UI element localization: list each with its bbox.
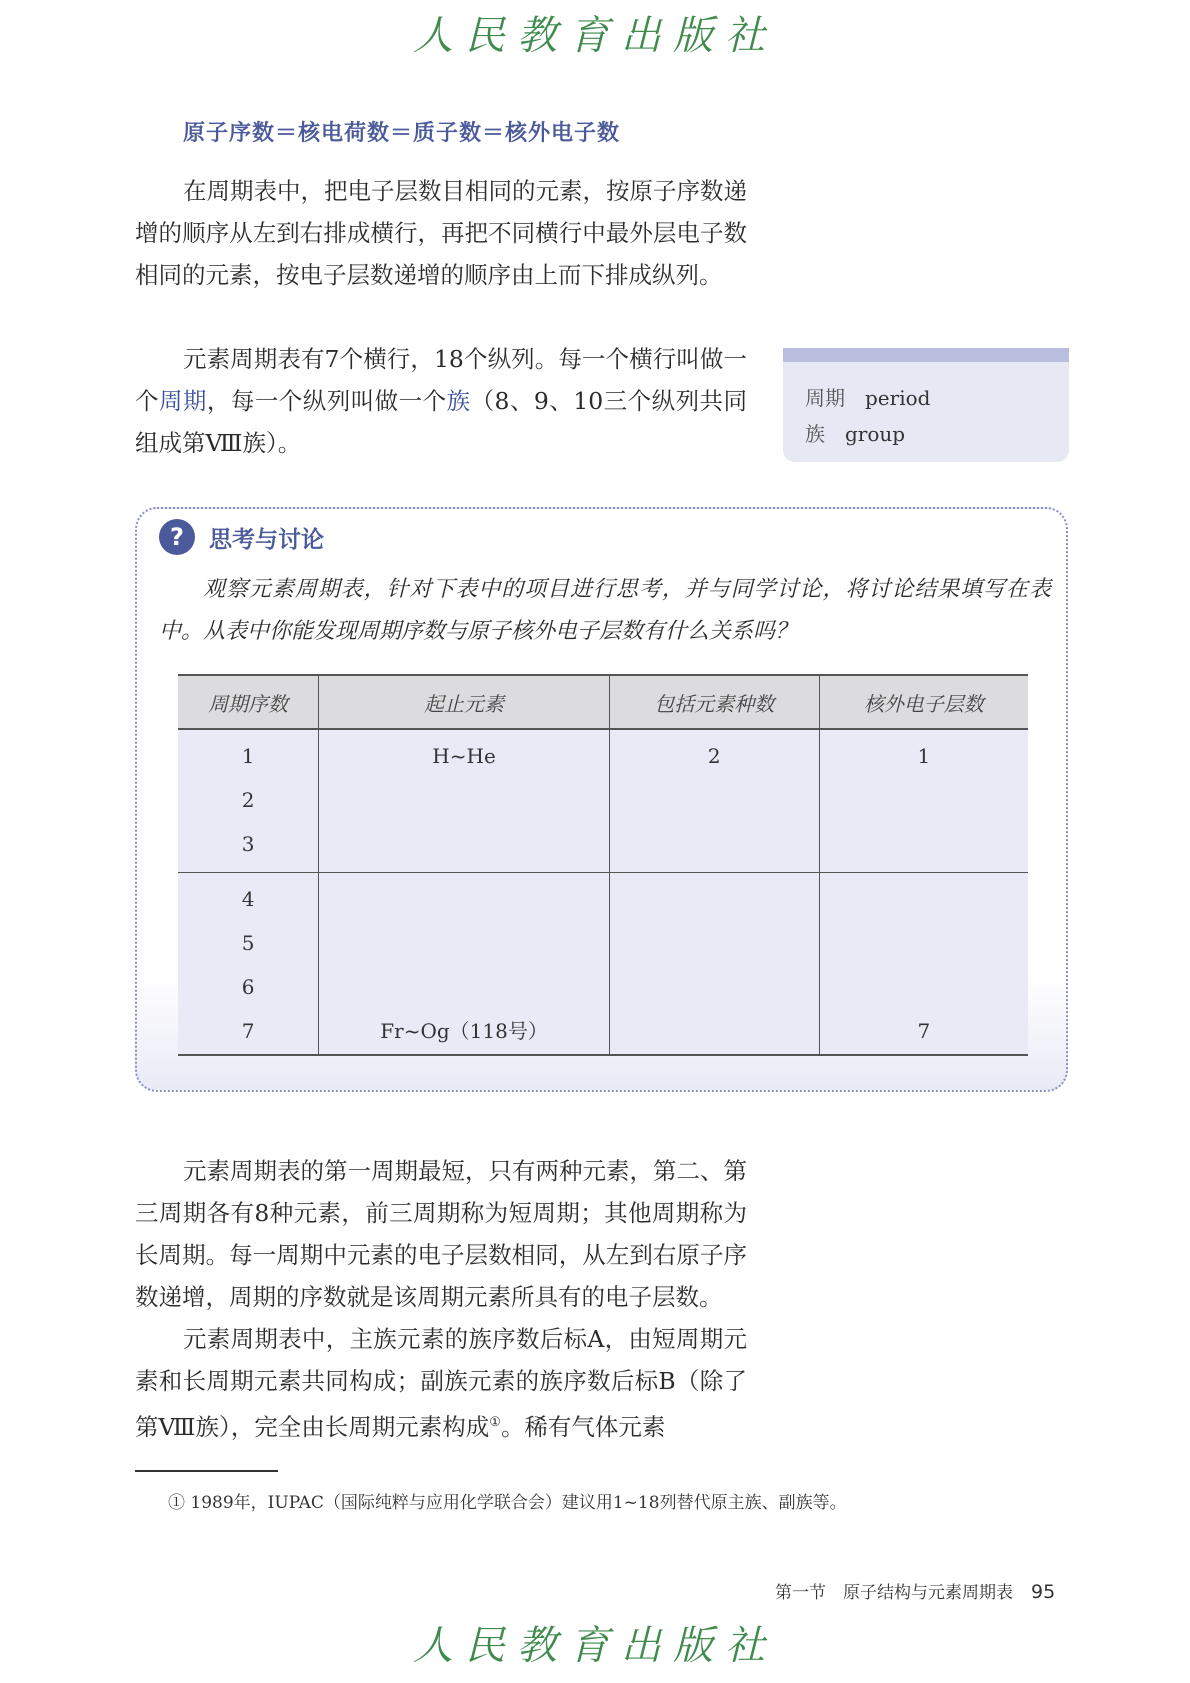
count-period-5 <box>611 921 818 965</box>
layers-period-4 <box>821 877 1027 921</box>
footnote-divider <box>135 1470 278 1472</box>
term-zh: 周期 <box>805 386 845 410</box>
period-3: 3 <box>241 832 255 856</box>
footnote-ref[interactable]: ① <box>489 1415 501 1430</box>
term-en: period <box>865 386 931 410</box>
publisher-logo-bottom: 人民教育出版社 <box>413 1623 777 1669</box>
paragraph-2 <box>135 338 747 464</box>
header-electron-layers: 核外电子层数 <box>819 675 1028 729</box>
paragraph-1-text: 在周期表中，把电子层数目相同的元素，按原子序数递增的顺序从左到右排成横行，再把不同横行中最外层电子数相同的元素，按电子层数递增的顺序由上而下排成纵列。 <box>135 177 747 289</box>
glossary-term-period <box>805 382 930 411</box>
para2-c: （8、9、10三个纵列共同组成第Ⅷ族）。 <box>135 387 748 457</box>
paragraph-1 <box>135 170 747 296</box>
discussion-box <box>135 507 1068 1092</box>
cell-counts <box>609 729 819 873</box>
count-period-2 <box>611 778 818 822</box>
keyword-period: 周期 <box>158 387 207 415</box>
footer-section: 第一节 原子结构与元素周期表 <box>775 1583 1013 1603</box>
paragraph-3 <box>135 1150 747 1318</box>
term-zh: 族 <box>805 422 825 446</box>
sidebar-top-bar <box>783 348 1069 362</box>
period-5: 5 <box>241 931 255 955</box>
elements-period-7: Fr~Og（118号） <box>380 1019 548 1043</box>
layers-period-2 <box>821 778 1027 822</box>
page-number: 95 <box>1031 1581 1056 1603</box>
cell-layers <box>819 729 1028 873</box>
discussion-prompt <box>159 569 1051 653</box>
paragraph-4 <box>135 1318 747 1448</box>
count-period-6 <box>611 965 818 1009</box>
page-footer <box>775 1578 1055 1603</box>
keyword-group: 族 <box>446 387 471 415</box>
table-row <box>178 729 1028 873</box>
elements-period-6 <box>320 965 608 1009</box>
period-6: 6 <box>241 975 255 999</box>
period-1: 1 <box>241 744 255 768</box>
period-7: 7 <box>241 1019 255 1043</box>
layers-period-6 <box>821 965 1027 1009</box>
prompt-text: 观察元素周期表，针对下表中的项目进行思考，并与同学讨论，将讨论结果填写在表中。从表中你能发现周期序数与原子核外电子层数有什么关系吗？ <box>159 577 1051 644</box>
para4-a: 元素周期表中，主族元素的族序数后标A，由短周期元素和长周期元素共同构成；副族元素的族序数后标B（除了第Ⅷ族），完全由长周期元素构成 <box>135 1325 747 1441</box>
count-period-4 <box>611 877 818 921</box>
layers-period-1: 1 <box>917 744 931 768</box>
period-table <box>178 674 1028 1056</box>
cell-periods <box>178 873 319 1056</box>
para2-a: 元素周期表有7个横行，18个纵列。每一个横行叫做一个 <box>135 345 747 415</box>
count-period-3 <box>611 822 818 866</box>
term-en: group <box>845 422 906 446</box>
paragraph-3-text: 元素周期表的第一周期最短，只有两种元素，第二、第三周期各有8种元素，前三周期称为短周期；其他周期称为长周期。每一周期中元素的电子层数相同，从左到右原子序数递增，周期的序数就是该周期元素所具有的电子层数。 <box>135 1157 747 1311</box>
para2-b: ，每一个纵列叫做一个 <box>206 387 447 415</box>
elements-period-3 <box>320 822 608 866</box>
layers-period-5 <box>821 921 1027 965</box>
cell-elements <box>319 873 610 1056</box>
header-element-count: 包括元素种数 <box>609 675 819 729</box>
count-period-7 <box>611 1009 818 1053</box>
period-4: 4 <box>241 887 255 911</box>
discussion-title: 思考与讨论 <box>209 527 324 553</box>
header-start-end-elements: 起止元素 <box>319 675 610 729</box>
glossary-term-group <box>805 418 905 447</box>
cell-counts <box>609 873 819 1056</box>
question-icon: ? <box>159 519 195 555</box>
elements-period-5 <box>320 921 608 965</box>
cell-layers <box>819 873 1028 1056</box>
period-2: 2 <box>241 788 255 812</box>
cell-periods <box>178 729 319 873</box>
layers-period-3 <box>821 822 1027 866</box>
glossary-sidebar <box>783 348 1069 462</box>
layers-period-7: 7 <box>917 1019 931 1043</box>
para4-b: 。稀有气体元素 <box>500 1412 666 1441</box>
formula: 原子序数＝核电荷数＝质子数＝核外电子数 <box>183 121 621 146</box>
header-period-number: 周期序数 <box>178 675 319 729</box>
count-period-1: 2 <box>707 744 721 768</box>
elements-period-4 <box>320 877 608 921</box>
elements-period-1: H~He <box>432 744 496 768</box>
table-row <box>178 873 1028 1056</box>
footnote: ① 1989年，IUPAC（国际纯粹与应用化学联合会）建议用1~18列替代原主族、副族等。 <box>168 1493 847 1513</box>
cell-elements <box>319 729 610 873</box>
elements-period-2 <box>320 778 608 822</box>
publisher-logo-top: 人民教育出版社 <box>413 13 777 59</box>
